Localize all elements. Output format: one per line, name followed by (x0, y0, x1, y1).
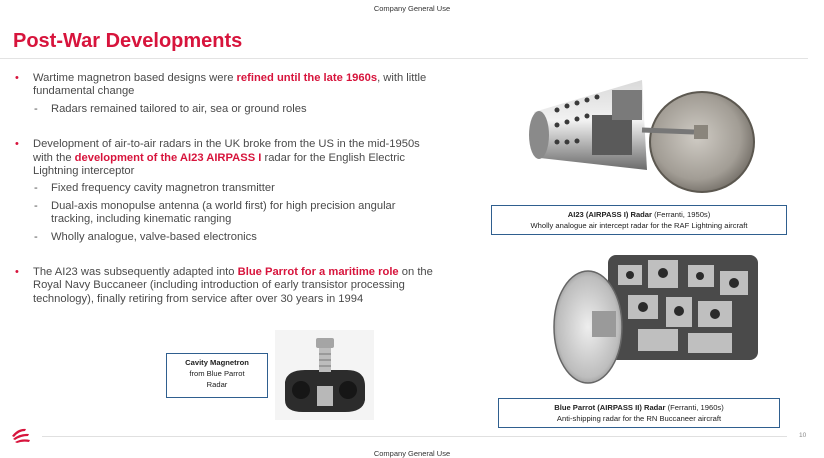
bullet-marker: • (15, 138, 19, 151)
classification-header: Company General Use (373, 4, 451, 13)
bullet-marker: • (15, 72, 19, 84)
cavity-magnetron-photo (275, 330, 374, 420)
ai23-caption: AI23 (AIRPASS I) Radar (Ferranti, 1950s) Wholly analogue air intercept radar for the RAF Lightning aircraft (491, 205, 787, 235)
sub-bullet-item: - Fixed frequency cavity magnetron transmitter (34, 182, 275, 195)
bullet-item: • Development of air-to-air radars in the UK broke from the US in the mid-1950s with the development of the AI23 AIRPASS I radar for the English Electric Lightning interceptor (15, 138, 420, 178)
slide-title: Post-War Developments (13, 30, 243, 52)
sub-bullet-item: - Wholly analogue, valve-based electronics (34, 230, 257, 243)
company-logo (10, 426, 32, 451)
title-divider (0, 58, 808, 59)
ai23-radar-photo (522, 70, 758, 196)
bullet-list (14, 72, 434, 306)
page-number: 10 (799, 432, 807, 439)
classification-footer: Company General Use (373, 449, 451, 458)
bullet-item: • Wartime magnetron based designs were refined until the late 1960s, with little fundamental change (15, 72, 427, 98)
sub-bullet-item: - Radars remained tailored to air, sea or ground roles (34, 102, 307, 115)
sub-bullet-item: - Dual-axis monopulse antenna (a world first) for high precision angular tracking, including kinematic ranging (34, 199, 396, 226)
bullet-item: • The AI23 was subsequently adapted into Blue Parrot for a maritime role on the Royal Navy Buccaneer (including introduction of early transistor processing technology), finally retiring from service after over 30 years in 1994 (15, 266, 433, 305)
blue-parrot-caption: Blue Parrot (AIRPASS II) Radar (Ferranti, 1960s) Anti-shipping radar for the RN Buccaneer aircraft (498, 398, 780, 428)
bullet-marker: • (15, 266, 19, 279)
footer-divider (42, 436, 787, 437)
blue-parrot-radar-photo (548, 245, 770, 391)
magnetron-caption: Cavity Magnetron from Blue Parrot Radar (166, 353, 268, 398)
